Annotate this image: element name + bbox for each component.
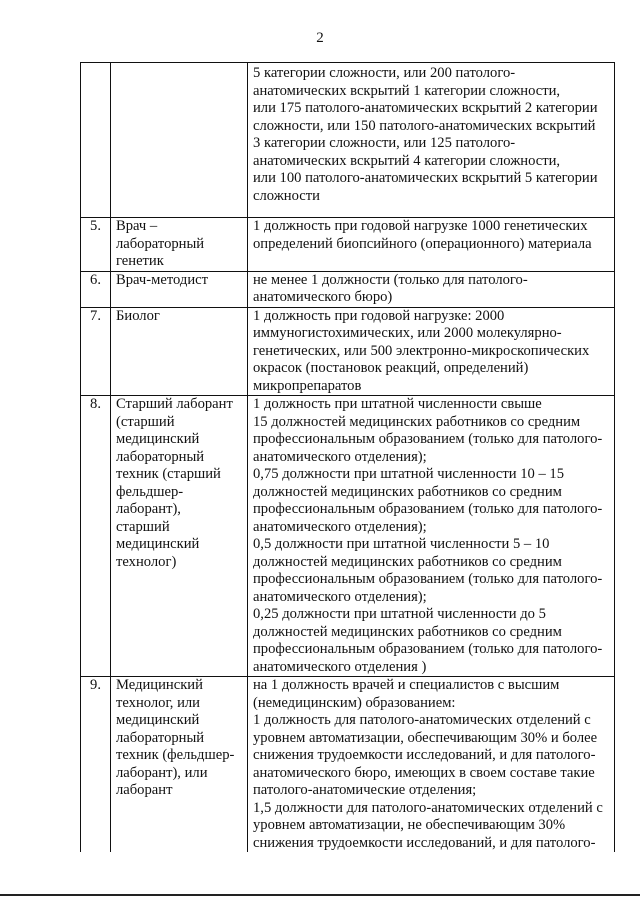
position-cell — [111, 677, 248, 853]
norm-line: окрасок (постановок реакций, определений) — [253, 360, 529, 376]
position-line: техник (фельдшер- — [116, 747, 235, 763]
position-line: технолог) — [116, 553, 177, 570]
position-line: медицинский — [116, 431, 200, 447]
position-line: Врач – — [116, 218, 158, 234]
table-row-8 — [81, 396, 615, 677]
norm-line: анатомического отделения); — [253, 518, 427, 535]
position-line: лабораторный — [116, 729, 205, 746]
norm-cell — [248, 307, 615, 396]
position-line: Медицинский — [116, 677, 203, 693]
norm-line: генетических, или 500 электронно-микроскопических — [253, 342, 590, 359]
norm-line: или 100 патолого-анатомических вскрытий 5 категории — [253, 170, 598, 186]
norm-line: патолого-анатомические отделения; — [253, 782, 477, 798]
norm-line: 0,75 должности при штатной численности 10 – 15 — [253, 466, 565, 482]
table-row-5 — [81, 218, 615, 272]
norm-line: 0,5 должности при штатной численности 5 – 10 — [253, 536, 550, 552]
position-cell — [111, 271, 248, 307]
table-row-6 — [81, 271, 615, 307]
norm-line: 1 должность при годовой нагрузке 1000 генетических — [253, 218, 588, 234]
norm-line: профессиональным образованием (только для патолого- — [253, 571, 603, 587]
norm-line: анатомических вскрытий 4 категории сложности, — [253, 152, 561, 169]
row-number: 7. — [81, 307, 111, 396]
position-line: лабораторный — [116, 448, 205, 465]
norm-line: 5 категории сложности, или 200 патолого- — [253, 65, 516, 81]
position-line: старший — [116, 518, 170, 535]
norm-line: 3 категории сложности, или 125 патолого- — [253, 135, 516, 151]
norm-line: должностей медицинских работников со средним — [253, 483, 562, 500]
position-cell — [111, 307, 248, 396]
table-row-9 — [81, 677, 615, 853]
norm-line: уровнем автоматизации, обеспечивающим 30% и более — [253, 729, 598, 746]
norm-line: иммуногистохимических, или 2000 молекулярно- — [253, 325, 562, 341]
norm-cell — [248, 63, 615, 218]
norm-line: анатомических вскрытий 1 категории сложности, — [253, 82, 561, 99]
position-line: технолог, или — [116, 694, 200, 711]
position-line: Врач-методист — [116, 271, 208, 288]
norm-line: анатомического бюро) — [253, 289, 393, 305]
position-line: лаборант — [116, 782, 173, 798]
norm-line: сложности — [253, 187, 320, 204]
position-line: генетик — [116, 253, 164, 269]
position-line: техник (старший — [116, 466, 221, 482]
norm-line: профессиональным образованием (только для патолого- — [253, 501, 603, 517]
norm-line: профессиональным образованием (только для патолого- — [253, 641, 603, 657]
norm-line: уровнем автоматизации, не обеспечивающим 30% — [253, 817, 566, 833]
norm-line: не менее 1 должности (только для патолого- — [253, 271, 528, 288]
norm-line: должностей медицинских работников со средним — [253, 623, 562, 640]
row-number: 9. — [81, 677, 111, 853]
norm-line: (немедицинским) образованием: — [253, 694, 456, 711]
norm-line: снижения трудоемкости исследований, и для патолого- — [253, 747, 596, 763]
position-cell — [111, 218, 248, 272]
norm-line: или 175 патолого-анатомических вскрытий 2 категории — [253, 100, 598, 116]
position-cell — [111, 396, 248, 677]
row-number-cell — [81, 63, 111, 218]
position-line: лаборант), или — [116, 764, 208, 781]
norm-cell — [248, 271, 615, 307]
norm-line: профессиональным образованием (только для патолого- — [253, 431, 603, 447]
norm-line: анатомического бюро, имеющих в своем составе такие — [253, 764, 595, 781]
norm-line: определений биопсийного (операционного) материала — [253, 235, 592, 252]
position-line: (старший — [116, 413, 175, 430]
page-bottom-edge — [0, 894, 640, 896]
norm-line: 1,5 должности для патолого-анатомических отделений с — [253, 799, 603, 816]
position-line: лаборант), — [116, 501, 181, 517]
position-line: Биолог — [116, 307, 160, 324]
norm-line: на 1 должность врачей и специалистов с высшим — [253, 677, 560, 693]
norm-cell — [248, 396, 615, 677]
position-line: медицинский — [116, 712, 200, 728]
row-number: 8. — [81, 396, 111, 677]
table-row-7 — [81, 307, 615, 396]
row-number: 6. — [81, 271, 111, 307]
norm-line: должностей медицинских работников со средним — [253, 553, 562, 570]
page-number: 2 — [316, 30, 324, 46]
norm-line: 1 должность при годовой нагрузке: 2000 — [253, 307, 505, 324]
norm-line: 1 должность для патолого-анатомических отделений с — [253, 712, 591, 728]
norm-cell — [248, 218, 615, 272]
position-line: лабораторный — [116, 235, 205, 252]
position-line: медицинский — [116, 536, 200, 552]
norm-line: снижения трудоемкости исследований, и для патолого- — [253, 834, 596, 851]
table-row-continuation — [81, 63, 615, 218]
norm-line: сложности, или 150 патолого-анатомических вскрытий — [253, 117, 596, 134]
norm-cell — [248, 677, 615, 853]
norm-line: 0,25 должности при штатной численности до 5 — [253, 606, 546, 622]
position-line: фельдшер- — [116, 483, 184, 500]
norm-line: анатомического отделения ) — [253, 658, 427, 675]
norm-line: микропрепаратов — [253, 377, 362, 394]
norm-line: анатомического отделения); — [253, 588, 427, 605]
position-cell — [111, 63, 248, 218]
staffing-norms-table — [80, 62, 615, 852]
norm-line: анатомического отделения); — [253, 448, 427, 465]
norm-line: 15 должностей медицинских работников со средним — [253, 413, 581, 430]
row-number: 5. — [81, 218, 111, 272]
position-line: Старший лаборант — [116, 396, 233, 412]
norm-line: 1 должность при штатной численности свыше — [253, 396, 542, 412]
